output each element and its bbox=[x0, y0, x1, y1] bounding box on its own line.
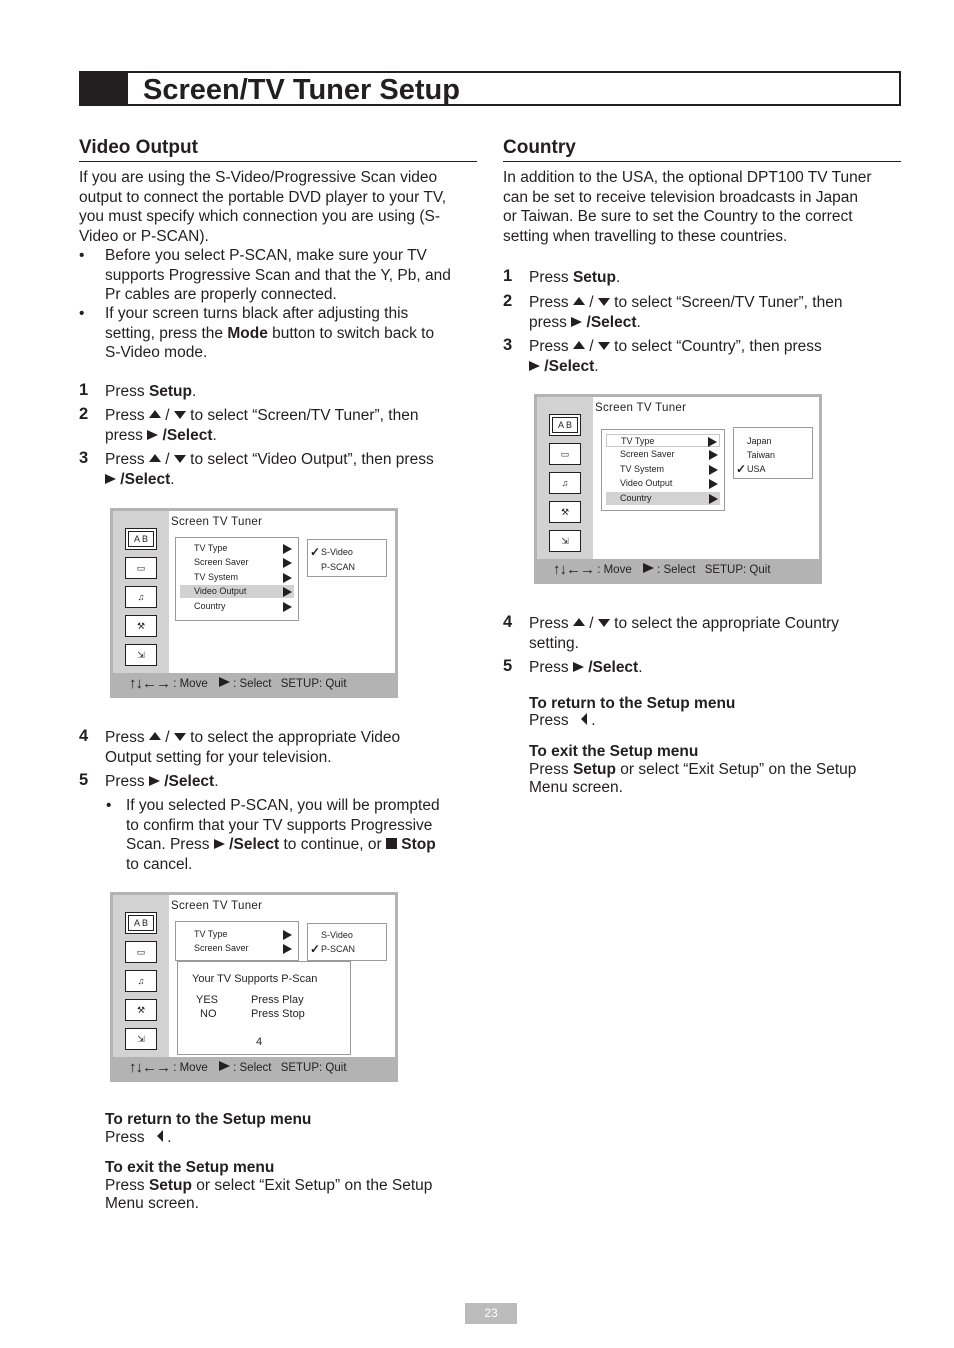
option-p-scan[interactable]: P-SCAN bbox=[321, 562, 356, 572]
play-arrow-icon bbox=[149, 776, 160, 786]
intro-line: Video or P-SCAN). bbox=[79, 227, 209, 245]
country-step-2 bbox=[503, 292, 909, 332]
step-number: 2 bbox=[79, 405, 89, 423]
step-line bbox=[105, 728, 485, 748]
audio-icon: ♫ bbox=[125, 586, 157, 608]
submenu-arrow-icon bbox=[283, 587, 292, 597]
step-2 bbox=[79, 405, 485, 445]
select-label: /Select bbox=[158, 426, 213, 444]
footer-select: : Select bbox=[233, 1062, 272, 1074]
step-number: 3 bbox=[79, 449, 89, 467]
text: / bbox=[584, 338, 598, 355]
text: Press bbox=[105, 451, 149, 468]
text: to select “Screen/TV Tuner”, then bbox=[185, 407, 419, 424]
down-arrow-icon bbox=[598, 298, 610, 306]
bullet-line: to cancel. bbox=[126, 855, 193, 873]
submenu-arrow-icon bbox=[283, 930, 292, 940]
play-arrow-icon bbox=[643, 563, 654, 573]
exit-text bbox=[529, 761, 909, 796]
step-line bbox=[529, 293, 909, 313]
exit-line bbox=[529, 761, 909, 779]
option-p-scan[interactable]: P-SCAN bbox=[321, 944, 356, 954]
bullet-line: If you selected P-SCAN, you will be prompted bbox=[126, 797, 440, 814]
text: setting, press the bbox=[105, 324, 228, 342]
menu-item-video-output[interactable] bbox=[606, 477, 720, 490]
stop-icon bbox=[386, 838, 397, 849]
menu-label: Screen Saver bbox=[620, 449, 675, 459]
osd-country-options bbox=[733, 427, 813, 479]
video-output-intro bbox=[79, 168, 479, 246]
play-arrow-icon bbox=[571, 317, 582, 327]
tools-icon: ⚒ bbox=[125, 999, 157, 1021]
submenu-arrow-icon bbox=[283, 573, 292, 583]
osd-menu bbox=[601, 429, 725, 511]
text: Press bbox=[529, 712, 569, 729]
tv-screen-icon: ▭ bbox=[125, 557, 157, 579]
exit-heading: To exit the Setup menu bbox=[529, 743, 699, 760]
step-number: 5 bbox=[503, 657, 513, 675]
step-1 bbox=[79, 381, 197, 402]
footer-quit: SETUP: Quit bbox=[280, 678, 347, 690]
down-arrow-icon bbox=[598, 342, 610, 350]
dialog-no[interactable]: NO bbox=[200, 1008, 217, 1020]
bullet-marker: • bbox=[106, 797, 112, 814]
up-arrow-icon bbox=[149, 454, 161, 462]
step-line: Output setting for your television. bbox=[105, 748, 332, 766]
exit-icon: ⇲ bbox=[549, 530, 581, 552]
down-arrow-icon bbox=[174, 455, 186, 463]
text: Press bbox=[529, 269, 573, 286]
intro-line: you must specify which connection you are using (S- bbox=[79, 208, 440, 225]
bullet-line: Before you select P-SCAN, make sure your TV bbox=[105, 247, 427, 264]
setup-label: Setup bbox=[572, 761, 616, 778]
menu-label: Video Output bbox=[620, 478, 673, 488]
play-arrow-icon bbox=[573, 662, 584, 672]
menu-label: Screen Saver bbox=[194, 943, 249, 953]
step-5 bbox=[79, 771, 219, 792]
menu-item-tv-type[interactable] bbox=[180, 928, 294, 941]
option-s-video[interactable]: S-Video bbox=[321, 930, 353, 940]
exit-heading: To exit the Setup menu bbox=[105, 1159, 275, 1176]
down-arrow-icon bbox=[174, 411, 186, 419]
country-step-4 bbox=[503, 613, 909, 653]
osd-country-screen bbox=[534, 394, 822, 584]
text: . bbox=[170, 470, 175, 488]
menu-label: TV System bbox=[194, 572, 239, 582]
menu-label: TV Type bbox=[194, 543, 228, 553]
dialog-yes[interactable]: YES bbox=[196, 994, 219, 1006]
option-taiwan[interactable]: Taiwan bbox=[747, 450, 776, 460]
step-line bbox=[529, 357, 909, 377]
submenu-arrow-icon bbox=[283, 544, 292, 554]
menu-label: TV Type bbox=[194, 929, 228, 939]
submenu-arrow-icon bbox=[283, 602, 292, 612]
header-block bbox=[81, 73, 128, 104]
mode-button-label: Mode bbox=[227, 324, 268, 342]
submenu-arrow-icon bbox=[709, 465, 718, 475]
bullet-line bbox=[105, 324, 485, 344]
step-number: 4 bbox=[79, 727, 89, 745]
bullet-line bbox=[126, 835, 486, 855]
language-icon: A B bbox=[125, 528, 157, 550]
step-number: 1 bbox=[79, 381, 89, 399]
text: to select “Country”, then press bbox=[609, 338, 822, 355]
country-rule bbox=[503, 161, 901, 162]
nav-arrows-icon: ↑↓←→ bbox=[129, 675, 170, 692]
bullet-line: S-Video mode. bbox=[105, 344, 208, 361]
tv-screen-icon: ▭ bbox=[549, 443, 581, 465]
setup-label: Setup bbox=[148, 1177, 192, 1194]
text: to select the appropriate Country bbox=[609, 615, 840, 632]
menu-item-tv-system[interactable] bbox=[180, 571, 294, 584]
osd-title: Screen TV Tuner bbox=[171, 516, 263, 528]
country-intro bbox=[503, 168, 903, 246]
text: . bbox=[586, 712, 596, 729]
text: Press bbox=[529, 294, 573, 311]
bullet-black-screen bbox=[79, 304, 485, 363]
text: . bbox=[594, 357, 599, 375]
osd-menu bbox=[175, 921, 299, 961]
up-arrow-icon bbox=[573, 618, 585, 626]
exit-icon: ⇲ bbox=[125, 644, 157, 666]
intro-line: setting when travelling to these countries. bbox=[503, 227, 788, 245]
menu-item-video-output[interactable] bbox=[180, 585, 294, 598]
osd-video-options bbox=[307, 539, 387, 577]
bullet-line: Pr cables are properly connected. bbox=[105, 286, 337, 303]
step-line bbox=[529, 337, 909, 357]
page-number: 23 bbox=[465, 1303, 517, 1324]
step-4 bbox=[79, 727, 485, 767]
menu-item-screen-saver[interactable] bbox=[180, 942, 294, 955]
nav-arrows-icon: ↑↓←→ bbox=[553, 561, 594, 578]
osd-inner bbox=[113, 511, 395, 695]
footer-select: : Select bbox=[657, 564, 696, 576]
text: to continue, or bbox=[279, 836, 386, 853]
menu-item-country[interactable] bbox=[180, 600, 294, 613]
tools-icon: ⚒ bbox=[125, 615, 157, 637]
return-heading: To return to the Setup menu bbox=[105, 1111, 312, 1128]
menu-label: Country bbox=[620, 493, 652, 503]
step-line bbox=[105, 426, 485, 446]
text: / bbox=[584, 615, 598, 632]
play-arrow-icon bbox=[147, 430, 158, 440]
dialog-yes-action: Press Play bbox=[251, 994, 304, 1006]
text: Press bbox=[105, 383, 149, 400]
page-title: Screen/TV Tuner Setup bbox=[143, 74, 460, 106]
text: or select “Exit Setup” on the Setup bbox=[616, 761, 857, 778]
option-usa[interactable]: USA bbox=[747, 464, 766, 474]
footer-quit: SETUP: Quit bbox=[704, 564, 771, 576]
text: . bbox=[192, 383, 197, 400]
country-step-1 bbox=[503, 267, 621, 288]
osd-footer bbox=[113, 673, 395, 695]
footer-quit: SETUP: Quit bbox=[280, 1062, 347, 1074]
osd-sidebar bbox=[537, 397, 593, 559]
intro-line: or Taiwan. Be sure to set the Country to the correct bbox=[503, 208, 853, 225]
osd-sidebar bbox=[113, 895, 169, 1057]
check-icon: ✓ bbox=[310, 942, 321, 956]
text: / bbox=[160, 729, 174, 746]
up-arrow-icon bbox=[573, 297, 585, 305]
osd-inner bbox=[113, 895, 395, 1079]
play-arrow-icon bbox=[214, 839, 225, 849]
intro-line: If you are using the S-Video/Progressive Scan video bbox=[79, 169, 438, 186]
select-label: /Select bbox=[224, 836, 280, 853]
option-s-video[interactable]: S-Video bbox=[321, 547, 353, 557]
text: press bbox=[105, 426, 148, 444]
step-line: setting. bbox=[529, 634, 579, 652]
up-arrow-icon bbox=[149, 410, 161, 418]
osd-title: Screen TV Tuner bbox=[171, 900, 263, 912]
footer-select: : Select bbox=[233, 678, 272, 690]
return-heading: To return to the Setup menu bbox=[529, 695, 736, 712]
submenu-arrow-icon bbox=[709, 494, 718, 504]
play-arrow-icon bbox=[105, 474, 116, 484]
setup-label: Setup bbox=[572, 269, 616, 286]
down-arrow-icon bbox=[598, 619, 610, 627]
text: . bbox=[162, 1129, 172, 1146]
up-arrow-icon bbox=[573, 341, 585, 349]
return-text bbox=[105, 1129, 172, 1147]
pscan-confirm-dialog bbox=[177, 961, 351, 1055]
menu-item-tv-type[interactable] bbox=[606, 434, 720, 447]
bullet-line: supports Progressive Scan and that the Y, Pb, and bbox=[105, 266, 451, 284]
step-line bbox=[105, 470, 485, 490]
text: to select “Screen/TV Tuner”, then bbox=[609, 294, 843, 311]
osd-sidebar bbox=[113, 511, 169, 673]
osd-inner bbox=[537, 397, 819, 581]
exit-icon: ⇲ bbox=[125, 1028, 157, 1050]
menu-label: Country bbox=[194, 601, 226, 611]
menu-label: TV Type bbox=[621, 436, 655, 446]
bullet-line: If your screen turns black after adjusting this bbox=[105, 305, 409, 322]
return-text bbox=[529, 712, 596, 730]
dialog-title: Your TV Supports P-Scan bbox=[192, 973, 318, 985]
text: . bbox=[212, 426, 217, 444]
country-step-5 bbox=[503, 657, 643, 678]
select-label: /Select bbox=[583, 659, 639, 676]
text: Press bbox=[105, 1129, 145, 1146]
footer-move: : Move bbox=[597, 564, 632, 576]
select-label: /Select bbox=[159, 773, 215, 790]
language-icon: A B bbox=[549, 414, 581, 436]
menu-label: Screen Saver bbox=[194, 557, 249, 567]
text: Press bbox=[105, 1177, 149, 1194]
text: . bbox=[638, 659, 643, 676]
step-number: 5 bbox=[79, 771, 89, 789]
exit-line bbox=[105, 1177, 485, 1195]
step-number: 1 bbox=[503, 267, 513, 285]
submenu-arrow-icon bbox=[283, 944, 292, 954]
osd-video-options bbox=[307, 923, 387, 961]
exit-text bbox=[105, 1177, 485, 1212]
submenu-arrow-icon bbox=[709, 450, 718, 460]
exit-line: Menu screen. bbox=[529, 778, 623, 796]
osd-menu bbox=[175, 537, 299, 621]
menu-item-country[interactable] bbox=[606, 492, 720, 505]
intro-line: can be set to receive television broadcasts in Japan bbox=[503, 188, 858, 206]
submenu-arrow-icon bbox=[283, 558, 292, 568]
menu-item-tv-system[interactable] bbox=[606, 463, 720, 476]
audio-icon: ♫ bbox=[549, 472, 581, 494]
stop-label: Stop bbox=[397, 836, 436, 853]
text: press bbox=[529, 313, 572, 331]
submenu-arrow-icon bbox=[708, 437, 717, 447]
option-japan[interactable]: Japan bbox=[747, 436, 772, 446]
menu-item-tv-type[interactable] bbox=[180, 542, 294, 555]
footer-move: : Move bbox=[173, 678, 208, 690]
nav-arrows-icon: ↑↓←→ bbox=[129, 1059, 170, 1076]
exit-line: Menu screen. bbox=[105, 1194, 199, 1212]
page-header bbox=[79, 71, 901, 106]
bullet-marker: • bbox=[79, 247, 85, 264]
text: Press bbox=[105, 729, 149, 746]
step-number: 3 bbox=[503, 336, 513, 354]
text: Press bbox=[105, 773, 149, 790]
text: to select “Video Output”, then press bbox=[185, 451, 434, 468]
text: Press bbox=[529, 615, 573, 632]
intro-line: In addition to the USA, the optional DPT100 TV Tuner bbox=[503, 169, 872, 186]
bullet-line: to confirm that your TV supports Progressive bbox=[126, 816, 433, 834]
language-icon: A B bbox=[125, 912, 157, 934]
osd-footer bbox=[113, 1057, 395, 1079]
text: or select “Exit Setup” on the Setup bbox=[192, 1177, 433, 1194]
menu-label: Video Output bbox=[194, 586, 247, 596]
step-line bbox=[105, 406, 485, 426]
text: Scan. Press bbox=[126, 836, 214, 853]
text: Press bbox=[529, 338, 573, 355]
dialog-no-action: Press Stop bbox=[251, 1008, 305, 1020]
select-label: /Select bbox=[540, 357, 595, 375]
select-label: /Select bbox=[116, 470, 171, 488]
menu-item-screen-saver[interactable] bbox=[606, 448, 720, 461]
country-heading: Country bbox=[503, 137, 576, 158]
text: . bbox=[636, 313, 641, 331]
play-arrow-icon bbox=[219, 1061, 230, 1071]
video-output-rule bbox=[79, 161, 477, 162]
check-icon: ✓ bbox=[736, 462, 747, 476]
menu-label: TV System bbox=[620, 464, 665, 474]
menu-item-screen-saver[interactable] bbox=[180, 556, 294, 569]
dialog-countdown: 4 bbox=[256, 1036, 263, 1048]
step-line bbox=[529, 614, 909, 634]
play-arrow-icon bbox=[219, 677, 230, 687]
osd-footer bbox=[537, 559, 819, 581]
step-line bbox=[105, 450, 485, 470]
text: / bbox=[160, 407, 174, 424]
osd-pscan-confirm-screen bbox=[110, 892, 398, 1082]
text: Press bbox=[105, 407, 149, 424]
up-arrow-icon bbox=[149, 732, 161, 740]
osd-title: Screen TV Tuner bbox=[595, 402, 687, 414]
bullet-marker: • bbox=[79, 305, 85, 322]
text: Press bbox=[529, 761, 573, 778]
osd-video-output-screen bbox=[110, 508, 398, 698]
country-step-3 bbox=[503, 336, 909, 376]
tv-screen-icon: ▭ bbox=[125, 941, 157, 963]
bullet-pscan-check bbox=[79, 246, 485, 305]
check-icon: ✓ bbox=[310, 545, 321, 559]
video-output-heading: Video Output bbox=[79, 137, 198, 158]
text: . bbox=[616, 269, 621, 286]
footer-move: : Move bbox=[173, 1062, 208, 1074]
audio-icon: ♫ bbox=[125, 970, 157, 992]
intro-line: output to connect the portable DVD player to your TV, bbox=[79, 188, 447, 206]
step-number: 2 bbox=[503, 292, 513, 310]
bullet-pscan-prompt bbox=[106, 796, 486, 874]
down-arrow-icon bbox=[174, 733, 186, 741]
text: to select the appropriate Video bbox=[185, 729, 401, 746]
step-line bbox=[529, 313, 909, 333]
text: button to switch back to bbox=[267, 324, 435, 342]
text: / bbox=[160, 451, 174, 468]
play-arrow-icon bbox=[529, 361, 540, 371]
submenu-arrow-icon bbox=[709, 479, 718, 489]
text: / bbox=[584, 294, 598, 311]
setup-label: Setup bbox=[148, 383, 192, 400]
text: Press bbox=[529, 659, 573, 676]
text: . bbox=[214, 773, 219, 790]
step-3 bbox=[79, 449, 485, 489]
select-label: /Select bbox=[582, 313, 637, 331]
step-number: 4 bbox=[503, 613, 513, 631]
tools-icon: ⚒ bbox=[549, 501, 581, 523]
